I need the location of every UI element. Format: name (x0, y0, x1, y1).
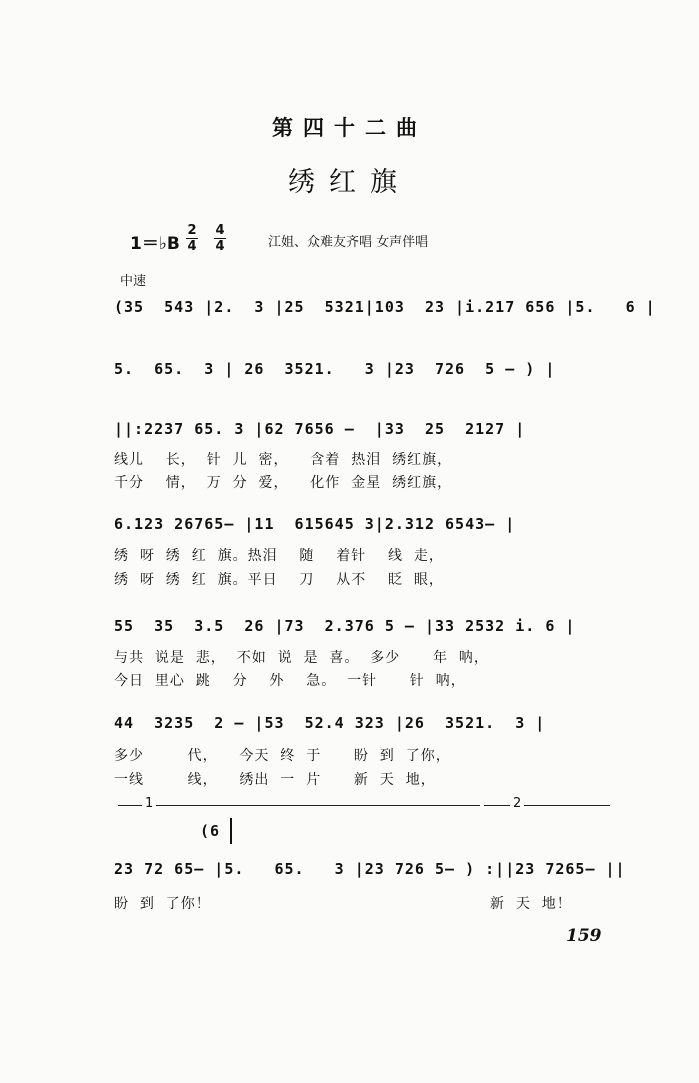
score-line-7: 23 72 65— |5. 65. 3 |23 726 5— ) :||23 7265— || (114, 860, 626, 878)
score-line-2: 5. 65. 3 | 26 3521. 3 |23 726 5 — ) | (114, 360, 556, 378)
score-line-4: 6.123 26765— |11 615645 3|2.312 6543— | (114, 515, 516, 533)
volta-1-bracket (118, 805, 480, 806)
lyric-line-5-verse-2: 今日 里心 跳 分 外 急。 一针 针 呐， (114, 673, 466, 689)
section-title: 第四十二曲 (272, 116, 427, 140)
key-signature: 1＝♭B (130, 234, 180, 254)
page-number: 159 (566, 926, 602, 946)
lyric-line-5-verse-1: 与共 说是 悲， 不如 说 是 喜。 多少 年 呐， (114, 650, 489, 666)
time-signature-1-bottom: 4 (187, 239, 197, 254)
lyric-line-3-verse-2: 千分 情， 万 分 爱， 化作 金星 绣红旗， (114, 475, 453, 491)
lyric-line-4-verse-2: 绣 呀 绣 红 旗。平日 刀 从不 眨 眼， (114, 572, 444, 588)
lyric-line-7-ending-1: 盼 到 了你！ (114, 896, 211, 912)
volta-2-number: 2 (510, 796, 524, 811)
score-line-6: 44 3235 2 — |53 52.4 323 |26 3521. 3 | (114, 714, 546, 732)
lyric-line-4-verse-1: 绣 呀 绣 红 旗。热泪 随 着针 线 走， (114, 548, 444, 564)
lyric-line-3-verse-1: 线儿 长， 针 儿 密， 含着 热泪 绣红旗， (114, 452, 453, 468)
time-signature-1 (186, 223, 198, 254)
score-line-1: (35 543 |2. 3 |25 5321|103 23 |i.217 656 |5. 6 | (114, 298, 656, 316)
volta-2-bracket (484, 805, 610, 806)
pickup-barline (230, 818, 232, 844)
time-signature-2-bottom: 4 (215, 239, 225, 254)
lyric-line-6-verse-2: 一线 线， 绣出 一 片 新 天 地， (114, 772, 436, 788)
song-title: 绣红旗 (288, 167, 411, 198)
volta-1-number: 1 (142, 796, 156, 811)
tempo-marking: 中速 (120, 274, 147, 289)
score-line-7-pickup: (6 (200, 822, 221, 840)
lyric-line-6-verse-1: 多少 代， 今天 终 于 盼 到 了你， (114, 748, 451, 764)
score-line-3: ||:2237 65. 3 |62 7656 — |33 25 2127 | (114, 420, 526, 438)
performer-credit: 江姐、众难友齐唱 女声伴唱 (268, 235, 429, 250)
lyric-line-7-ending-2: 新 天 地！ (490, 896, 572, 912)
time-signature-1-top: 2 (187, 223, 197, 238)
score-line-5: 55 35 3.5 26 |73 2.376 5 — |33 2532 i. 6 | (114, 617, 576, 635)
time-signature-2 (214, 223, 226, 254)
time-signature-2-top: 4 (215, 223, 225, 238)
